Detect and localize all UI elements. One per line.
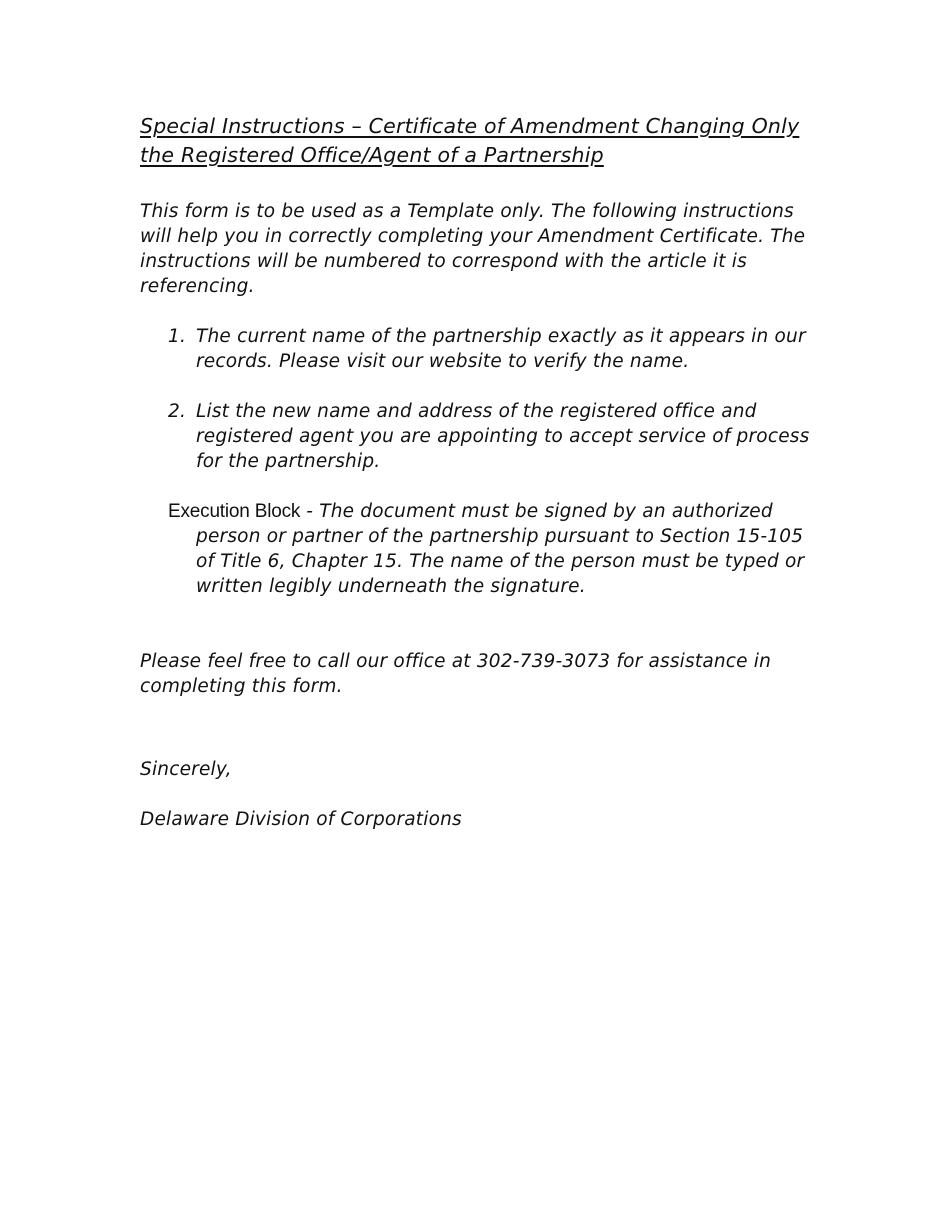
execution-block-paragraph: [168, 499, 820, 599]
list-item-number: 2.: [168, 401, 187, 422]
intro-paragraph: This form is to be used as a Template only. The following instructions will help you in correctly completing your Amendment Certificate. The instructions will be numbered to correspond with the article it is referencing.: [140, 201, 806, 297]
closing: Sincerely,: [140, 759, 232, 780]
list-item: [168, 399, 820, 474]
list-item-text: The current name of the partnership exactly as it appears in our records. Please visit our website to verify the name.: [196, 326, 806, 372]
document-title: [140, 112, 820, 170]
list-item-text: List the new name and address of the registered office and registered agent you are appointing to accept service of process for the partnership.: [196, 401, 810, 472]
title-line-2: the Registered Office/Agent of a Partnership: [140, 143, 604, 167]
list-item-number: 1.: [168, 326, 187, 347]
assistance-paragraph: Please feel free to call our office at 302-739-3073 for assistance in completing this form.: [140, 651, 772, 697]
signature: Delaware Division of Corporations: [140, 809, 462, 830]
document-page: [140, 112, 820, 832]
list-item: [168, 324, 820, 374]
instruction-list: [140, 324, 820, 474]
title-line-1: Special Instructions – Certificate of Amendment Changing Only: [140, 114, 800, 138]
execution-block-text: - The document must be signed by an authorized person or partner of the partnership pursuant to Section 15-105 of Title 6, Chapter 15. The name of the person must be typed or written legibly underneath the signature.: [196, 501, 805, 597]
execution-block-label: Execution Block: [168, 501, 301, 522]
